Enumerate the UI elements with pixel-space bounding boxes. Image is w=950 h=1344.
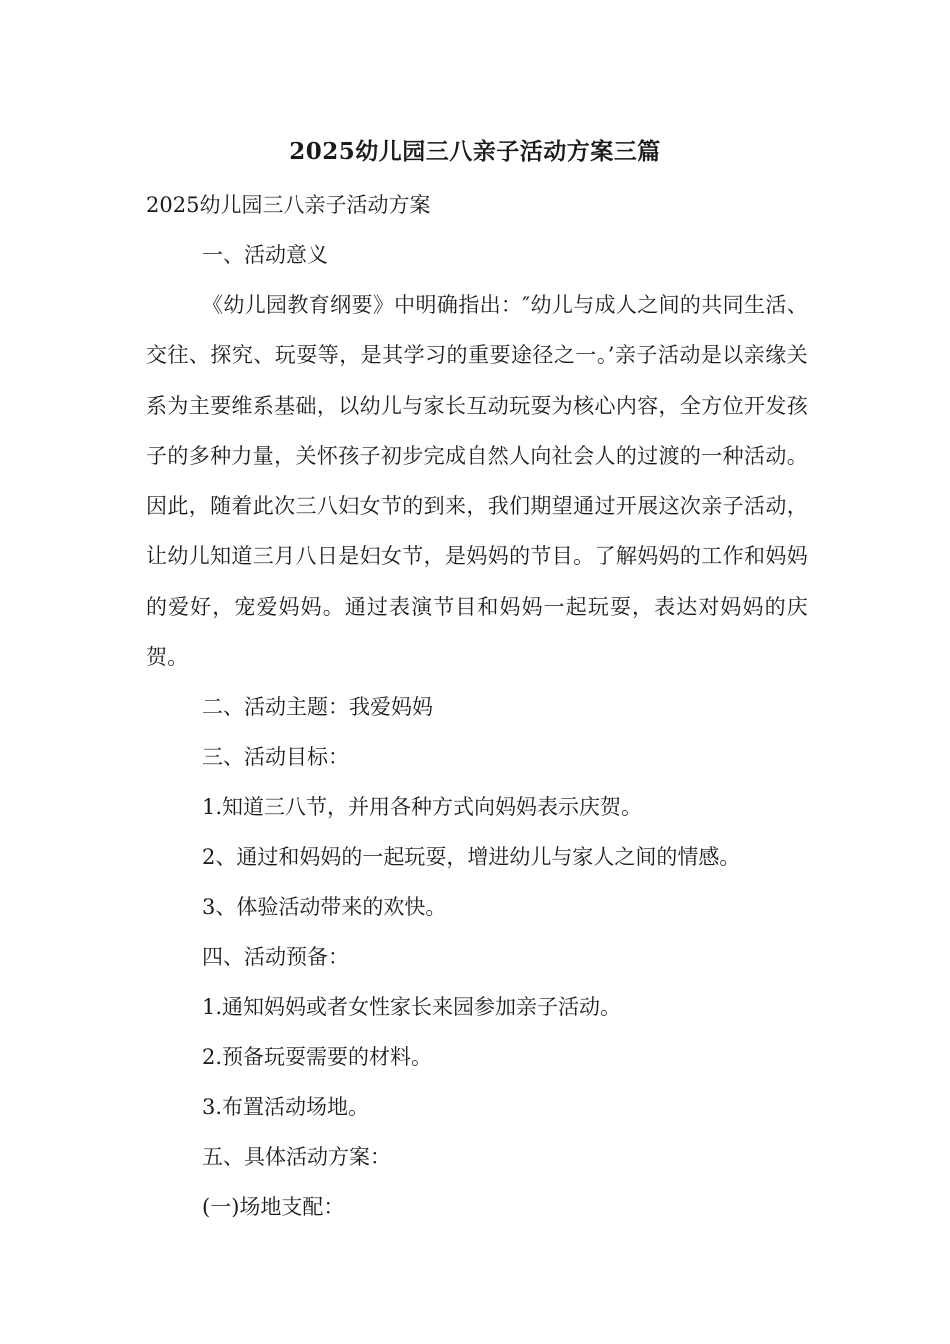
list-item-prep-3: 3.布置活动场地。	[202, 1095, 370, 1120]
section-heading-goals: 三、活动目标：	[202, 745, 349, 770]
list-item-prep-1: 1.通知妈妈或者女性家长来园参加亲子活动。	[202, 995, 622, 1020]
subsection-heading-venue: (一)场地支配：	[202, 1195, 345, 1220]
section-heading-preparation: 四、活动预备：	[202, 945, 349, 970]
section-heading-significance: 一、活动意义	[202, 243, 328, 267]
paragraph-significance: 《幼儿园教育纲要》中明确指出：″幼儿与成人之间的共同生活、交往、探究、玩耍等，是其学习的重要途径之一。’亲子活动是以亲缘关系为主要维系基础，以幼儿与家长互动玩耍为核心内容，全方位开发孩子的多种力量，关怀孩子初步完成自然人向社会人的过渡的一种活动。因此，随着此次三八妇女节的到来，我们期望通过开展这次亲子活动，让幼儿知道三月八日是妇女节，是妈妈的节目。了解妈妈的工作和妈妈的爱好，宠爱妈妈。通过表演节目和妈妈一起玩耍，表达对妈妈的庆贺。	[146, 293, 808, 670]
document-title: 2025幼儿园三八亲子活动方案三篇	[289, 138, 661, 165]
list-item-prep-2: 2.预备玩耍需要的材料。	[202, 1045, 433, 1070]
list-item-goal-3: 3、体验活动带来的欢快。	[202, 895, 447, 920]
list-item-goal-2: 2、通过和妈妈的一起玩耍，增进幼儿与家人之间的情感。	[202, 845, 741, 870]
document-body	[146, 180, 808, 1232]
document-subtitle: 2025幼儿园三八亲子活动方案	[146, 193, 431, 217]
list-item-goal-1: 1.知道三八节，并用各种方式向妈妈表示庆贺。	[202, 795, 643, 820]
section-heading-theme: 二、活动主题：我爱妈妈	[202, 695, 433, 720]
section-heading-plan: 五、具体活动方案：	[202, 1145, 391, 1170]
